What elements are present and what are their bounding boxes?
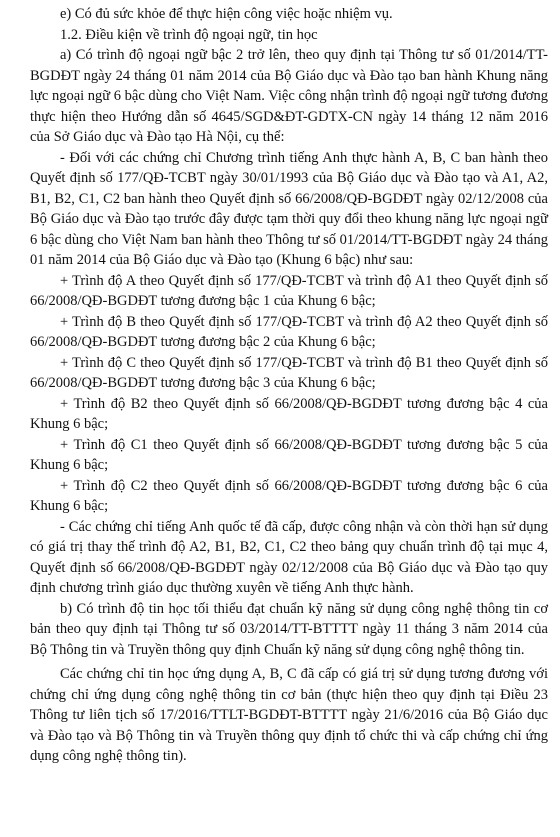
paragraph-international-certificates: - Các chứng chỉ tiếng Anh quốc tế đã cấp, được công nhận và còn thời hạn sử dụng có giá trị thay thế trình độ A2, B1, B2, C1, C2 theo bảng quy chuẩn trình độ tại mục 4, Quyết định số 66/2008/QĐ-BGDĐT ngày 02/12/2008 của Bộ Giáo dục và Đào tạo quy định chương trình giáo dục thường xuyên về tiếng Anh thực hành. — [30, 518, 548, 596]
paragraph-a-language: a) Có trình độ ngoại ngữ bậc 2 trở lên, theo quy định tại Thông tư số 01/2014/TT-BGDĐT ngày 24 tháng 01 năm 2014 của Bộ Giáo dục và Đào tạo ban hành Khung năng lực ngoại ngữ 6 bậc dùng cho Việt Nam. Việc công nhận trình độ ngoại ngữ tương đương thực hiện theo Hướng dẫn số 4645/SGD&ĐT-GDTX-CN ngày 14 tháng 12 năm 2016 của Sở Giáo dục và Đào tạo Hà Nội, cụ thể: — [30, 47, 548, 145]
paragraph-health: e) Có đủ sức khỏe để thực hiện công việc hoặc nhiệm vụ. — [60, 6, 393, 22]
list-item-level-b2: + Trình độ B2 theo Quyết định số 66/2008/QĐ-BGDĐT tương đương bậc 4 của Khung 6 bậc; — [30, 395, 548, 432]
list-item-level-a: + Trình độ A theo Quyết định số 177/QĐ-TCBT và trình độ A1 theo Quyết định số 66/2008/QĐ-BGDĐT tương đương bậc 1 của Khung 6 bậc; — [30, 272, 548, 309]
paragraph-certificate-conversion: - Đối với các chứng chỉ Chương trình tiếng Anh thực hành A, B, C ban hành theo Quyết định số 177/QĐ-TCBT ngày 30/01/1993 của Bộ Giáo dục và Đào tạo và A1, A2, B1, B2, C1, C2 ban hành theo Quyết định số 66/2008/QĐ-BGDĐT ngày 02/12/2008 của Bộ Giáo dục và Đào tạo trước đây được tạm thời quy đổi theo khung năng lực ngoại ngữ 6 bậc dùng cho Việt Nam ban hành theo Thông tư số 01/2014/TT-BGDĐT ngày 24 tháng 01 năm 2014 của Bộ Giáo dục và Đào tạo (Khung 6 bậc) như sau: — [30, 149, 548, 268]
list-item-level-c2: + Trình độ C2 theo Quyết định số 66/2008/QĐ-BGDĐT tương đương bậc 6 của Khung 6 bậc; — [30, 477, 548, 514]
list-item-level-c1: + Trình độ C1 theo Quyết định số 66/2008/QĐ-BGDĐT tương đương bậc 5 của Khung 6 bậc; — [30, 436, 548, 473]
section-heading-language-it: 1.2. Điều kiện về trình độ ngoại ngữ, tin học — [60, 26, 318, 43]
paragraph-b-it: b) Có trình độ tin học tối thiểu đạt chuẩn kỹ năng sử dụng công nghệ thông tin cơ bản theo quy định tại Thông tư số 03/2014/TT-BTTTT ngày 11 tháng 3 năm 2014 của Bộ Thông tin và Truyền thông quy định Chuẩn kỹ năng sử dụng công nghệ thông tin. — [30, 600, 548, 658]
list-item-level-b: + Trình độ B theo Quyết định số 177/QĐ-TCBT và trình độ A2 theo Quyết định số 66/2008/QĐ-BGDĐT tương đương bậc 2 của Khung 6 bậc; — [30, 313, 548, 350]
paragraph-it-certificates: Các chứng chỉ tin học ứng dụng A, B, C đã cấp có giá trị sử dụng tương đương với chứng chỉ ứng dụng công nghệ thông tin cơ bản (thực hiện theo quy định tại Điều 23 Thông tư liên tịch số 17/2016/TTLT-BGDĐT-BTTTT ngày 21/6/2016 của Bộ Giáo dục và Đào tạo và Bộ Thông tin và Truyền thông quy định tổ chức thi và cấp chứng chỉ ứng dụng công nghệ thông tin). — [30, 666, 548, 764]
list-item-level-c: + Trình độ C theo Quyết định số 177/QĐ-TCBT và trình độ B1 theo Quyết định số 66/2008/QĐ-BGDĐT tương đương bậc 3 của Khung 6 bậc; — [30, 354, 548, 391]
